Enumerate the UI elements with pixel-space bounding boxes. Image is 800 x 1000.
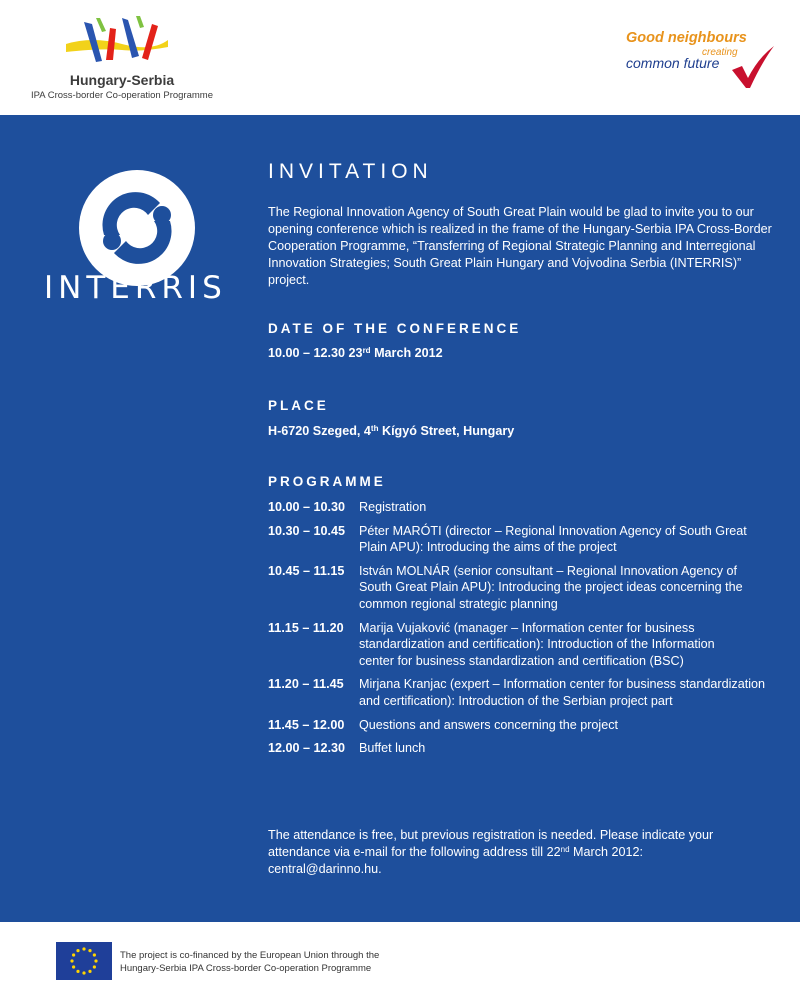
eu-flag-icon xyxy=(56,942,112,980)
invitation-intro: The Regional Innovation Agency of South Great Plain would be glad to invite you to our opening conference which is realized in the frame of the Hungary-Serbia IPA Cross-Border Cooperation Programme, “Transferring of Regional Strategic Planning and Interregional Innovation Strategies; South Great Plain Hungary and Vojvodina Serbia (INTERRIS)” project. xyxy=(268,205,772,287)
day-suffix: rd xyxy=(362,346,371,355)
programme-desc: Mirjana Kranjac (expert – Information center for business standardization and certification): Introduction of the Serbian project part xyxy=(359,677,766,708)
eu-star-icon xyxy=(72,953,75,956)
eu-star-icon xyxy=(94,959,97,962)
eu-star-icon xyxy=(72,965,75,968)
conference-date xyxy=(268,346,443,360)
header xyxy=(0,0,800,115)
invitation-heading: INVITATION xyxy=(268,160,433,183)
programme-time: 10.00 – 10.30 xyxy=(268,500,346,514)
programme-time: 11.20 – 11.45 xyxy=(268,677,344,692)
attendance-note xyxy=(268,827,773,878)
programme-heading: PROGRAMME xyxy=(268,474,386,489)
eu-star-icon xyxy=(76,970,79,973)
programme-item xyxy=(268,740,773,757)
place-heading: PLACE xyxy=(268,398,329,413)
programme-item xyxy=(268,717,773,734)
programme-desc: Marija Vujaković (manager – Information center for business standardization and certification): Introduction of the Information center for business standardization and certification (BSC) xyxy=(359,620,715,668)
programme-item xyxy=(268,563,773,613)
conference-place xyxy=(268,424,514,438)
attendance-text-after: March 2012: xyxy=(569,845,644,859)
slogan-line3: common future xyxy=(626,55,720,71)
programme-desc: István MOLNÁR (senior consultant – Regional Innovation Agency of South Great Plain APU): Introducing the project ideas concerning the common regional strategic planning xyxy=(359,563,743,611)
programme-time: 12.00 – 12.30 xyxy=(268,741,346,756)
programme-item xyxy=(268,499,773,516)
cofinance-line2: Hungary-Serbia IPA Cross-border Co-operation Programme xyxy=(120,963,372,974)
hungary-serbia-logo xyxy=(22,14,222,106)
eu-star-icon xyxy=(88,970,91,973)
eu-star-icon xyxy=(82,971,85,974)
cofinance-note xyxy=(120,949,379,975)
eu-star-icon xyxy=(93,965,96,968)
programme-item xyxy=(268,620,773,670)
eu-star-icon xyxy=(93,953,96,956)
footer xyxy=(0,922,800,1000)
program-logo-subtitle: IPA Cross-border Co-operation Programme xyxy=(31,90,213,101)
programme-item xyxy=(268,676,773,709)
date-heading: DATE OF THE CONFERENCE xyxy=(268,321,522,336)
programme-time: 10.30 – 10.45 xyxy=(268,523,346,538)
place-suffix: th xyxy=(370,424,379,433)
conference-month-year: March 2012 xyxy=(374,346,443,360)
checkmark-icon xyxy=(728,44,776,90)
contact-email: central@darinno.hu. xyxy=(268,862,382,876)
program-logo-title: Hungary-Serbia xyxy=(69,72,175,88)
programme-list xyxy=(268,499,773,757)
cofinance-line1: The project is co-financed by the European Union through the xyxy=(120,950,380,961)
place-prefix: H-6720 Szeged, 4 xyxy=(268,424,371,438)
place-rest: Kígyó Street, Hungary xyxy=(378,424,515,438)
slogan-line2: creating xyxy=(702,47,738,58)
slogan-line1: Good neighbours xyxy=(626,30,747,46)
invitation-panel xyxy=(0,115,800,922)
programme-item xyxy=(268,523,773,556)
eu-star-icon xyxy=(82,947,85,950)
attendance-text: The attendance is free, but previous registration is needed. Please indicate your attendance via e-mail for the following address till 22 xyxy=(268,828,714,859)
programme-time: 11.45 – 12.00 xyxy=(268,717,345,732)
programme-desc: Questions and answers concerning the project xyxy=(359,717,619,732)
attendance-suffix: nd xyxy=(560,845,570,854)
programme-time: 10.45 – 11.15 xyxy=(268,563,345,578)
programme-desc: Buffet lunch xyxy=(359,741,426,756)
eu-star-icon xyxy=(88,949,91,952)
programme-desc: Registration xyxy=(359,500,427,514)
conference-time: 10.00 – 12.30 xyxy=(268,346,346,360)
eu-star-icon xyxy=(70,959,73,962)
good-neighbours-logo xyxy=(620,28,780,90)
interris-wordmark: INTERRIS xyxy=(44,270,227,306)
programme-time: 11.15 – 11.20 xyxy=(268,620,344,635)
conference-day: 23 xyxy=(348,346,363,360)
hungary-serbia-mark-icon xyxy=(62,14,172,69)
eu-star-icon xyxy=(76,949,79,952)
programme-desc: Péter MARÓTI (director – Regional Innovation Agency of South Great Plain APU): Introducing the aims of the project xyxy=(359,523,747,555)
